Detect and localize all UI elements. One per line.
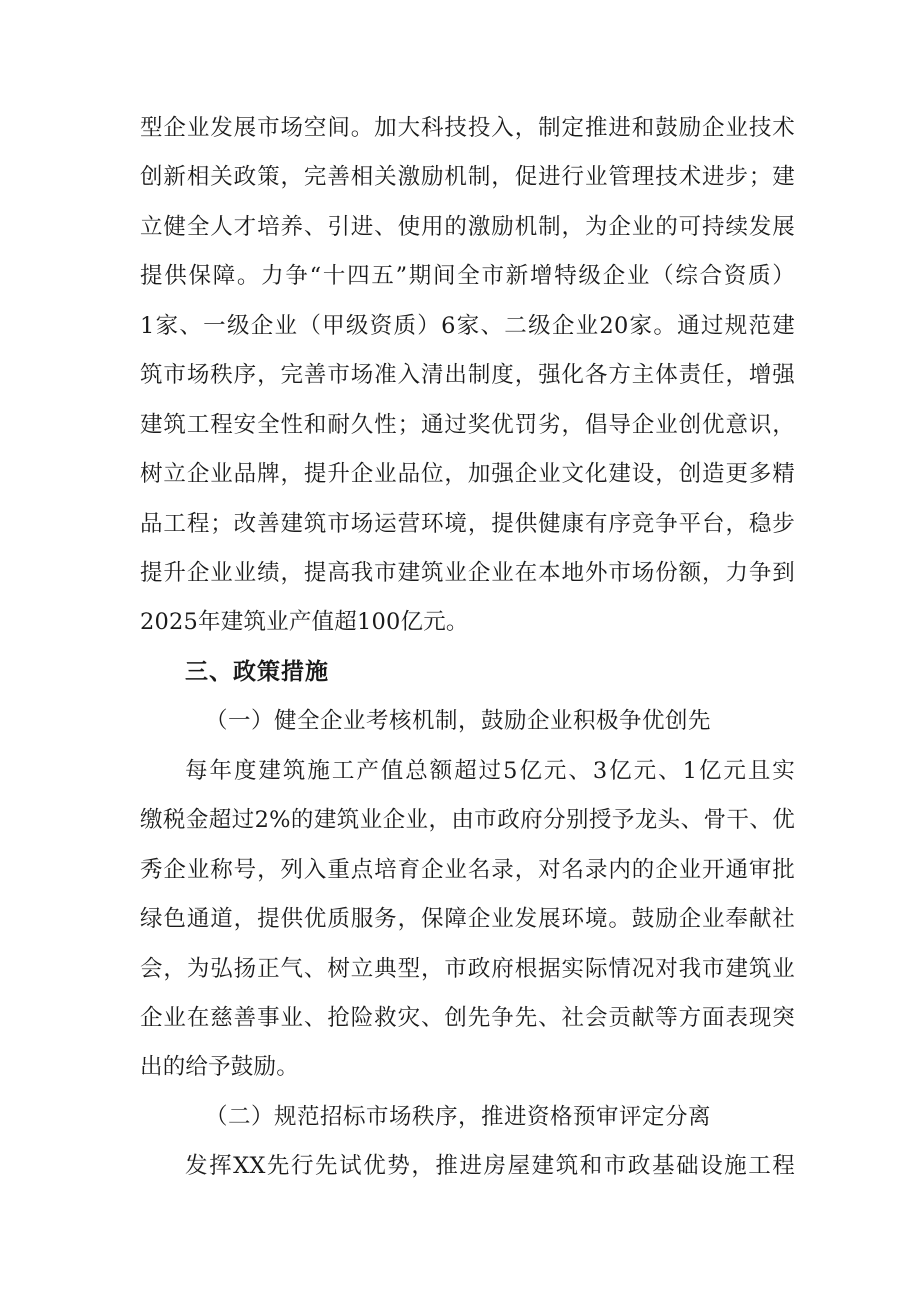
- subsection-heading: （二）规范招标市场秩序，推进资格预审评定分离: [205, 1104, 712, 1130]
- paragraph-line: 发挥XX先行先试优势，推进房屋建筑和市政基础设施工程: [185, 1153, 795, 1179]
- paragraph-line: 每年度建筑施工产值总额超过5亿元、3亿元、1亿元且实: [185, 758, 795, 784]
- paragraph-line: 提供保障。力争“十四五”期间全市新增特级企业（综合资质）: [140, 263, 795, 289]
- paragraph-line: 秀企业称号，列入重点培育企业名录，对名录内的企业开通审批: [140, 857, 795, 883]
- paragraph-line: 绿色通道，提供优质服务，保障企业发展环境。鼓励企业奉献社: [140, 906, 795, 932]
- paragraph-line: 1家、一级企业（甲级资质）6家、二级企业20家。通过规范建: [140, 313, 795, 339]
- paragraph-line: 缴税金超过2%的建筑业企业，由市政府分别授予龙头、骨干、优: [140, 807, 795, 833]
- paragraph-line: 创新相关政策，完善相关激励机制，促进行业管理技术进步；建: [140, 164, 795, 190]
- paragraph-line: 立健全人才培养、引进、使用的激励机制，为企业的可持续发展: [140, 214, 795, 240]
- section-heading: 三、政策措施: [185, 659, 329, 685]
- paragraph-line: 2025年建筑业产值超100亿元。: [140, 609, 469, 635]
- paragraph-line: 筑市场秩序，完善市场准入清出制度，强化各方主体责任，增强: [140, 362, 795, 388]
- subsection-heading: （一）健全企业考核机制，鼓励企业积极争优创先: [205, 708, 712, 734]
- paragraph-line: 提升企业业绩，提高我市建筑业企业在本地外市场份额，力争到: [140, 560, 795, 586]
- paragraph-line: 树立企业品牌，提升企业品位，加强企业文化建设，创造更多精: [140, 461, 795, 487]
- paragraph-line: 型企业发展市场空间。加大科技投入，制定推进和鼓励企业技术: [140, 115, 795, 141]
- paragraph-line: 企业在慈善事业、抢险救灾、创先争先、社会贡献等方面表现突: [140, 1005, 795, 1031]
- paragraph-line: 出的给予鼓励。: [140, 1054, 299, 1080]
- paragraph-line: 建筑工程安全性和耐久性；通过奖优罚劣，倡导企业创优意识，: [140, 412, 795, 438]
- paragraph-line: 品工程；改善建筑市场运营环境，提供健康有序竞争平台，稳步: [140, 511, 795, 537]
- paragraph-line: 会，为弘扬正气、树立典型，市政府根据实际情况对我市建筑业: [140, 956, 795, 982]
